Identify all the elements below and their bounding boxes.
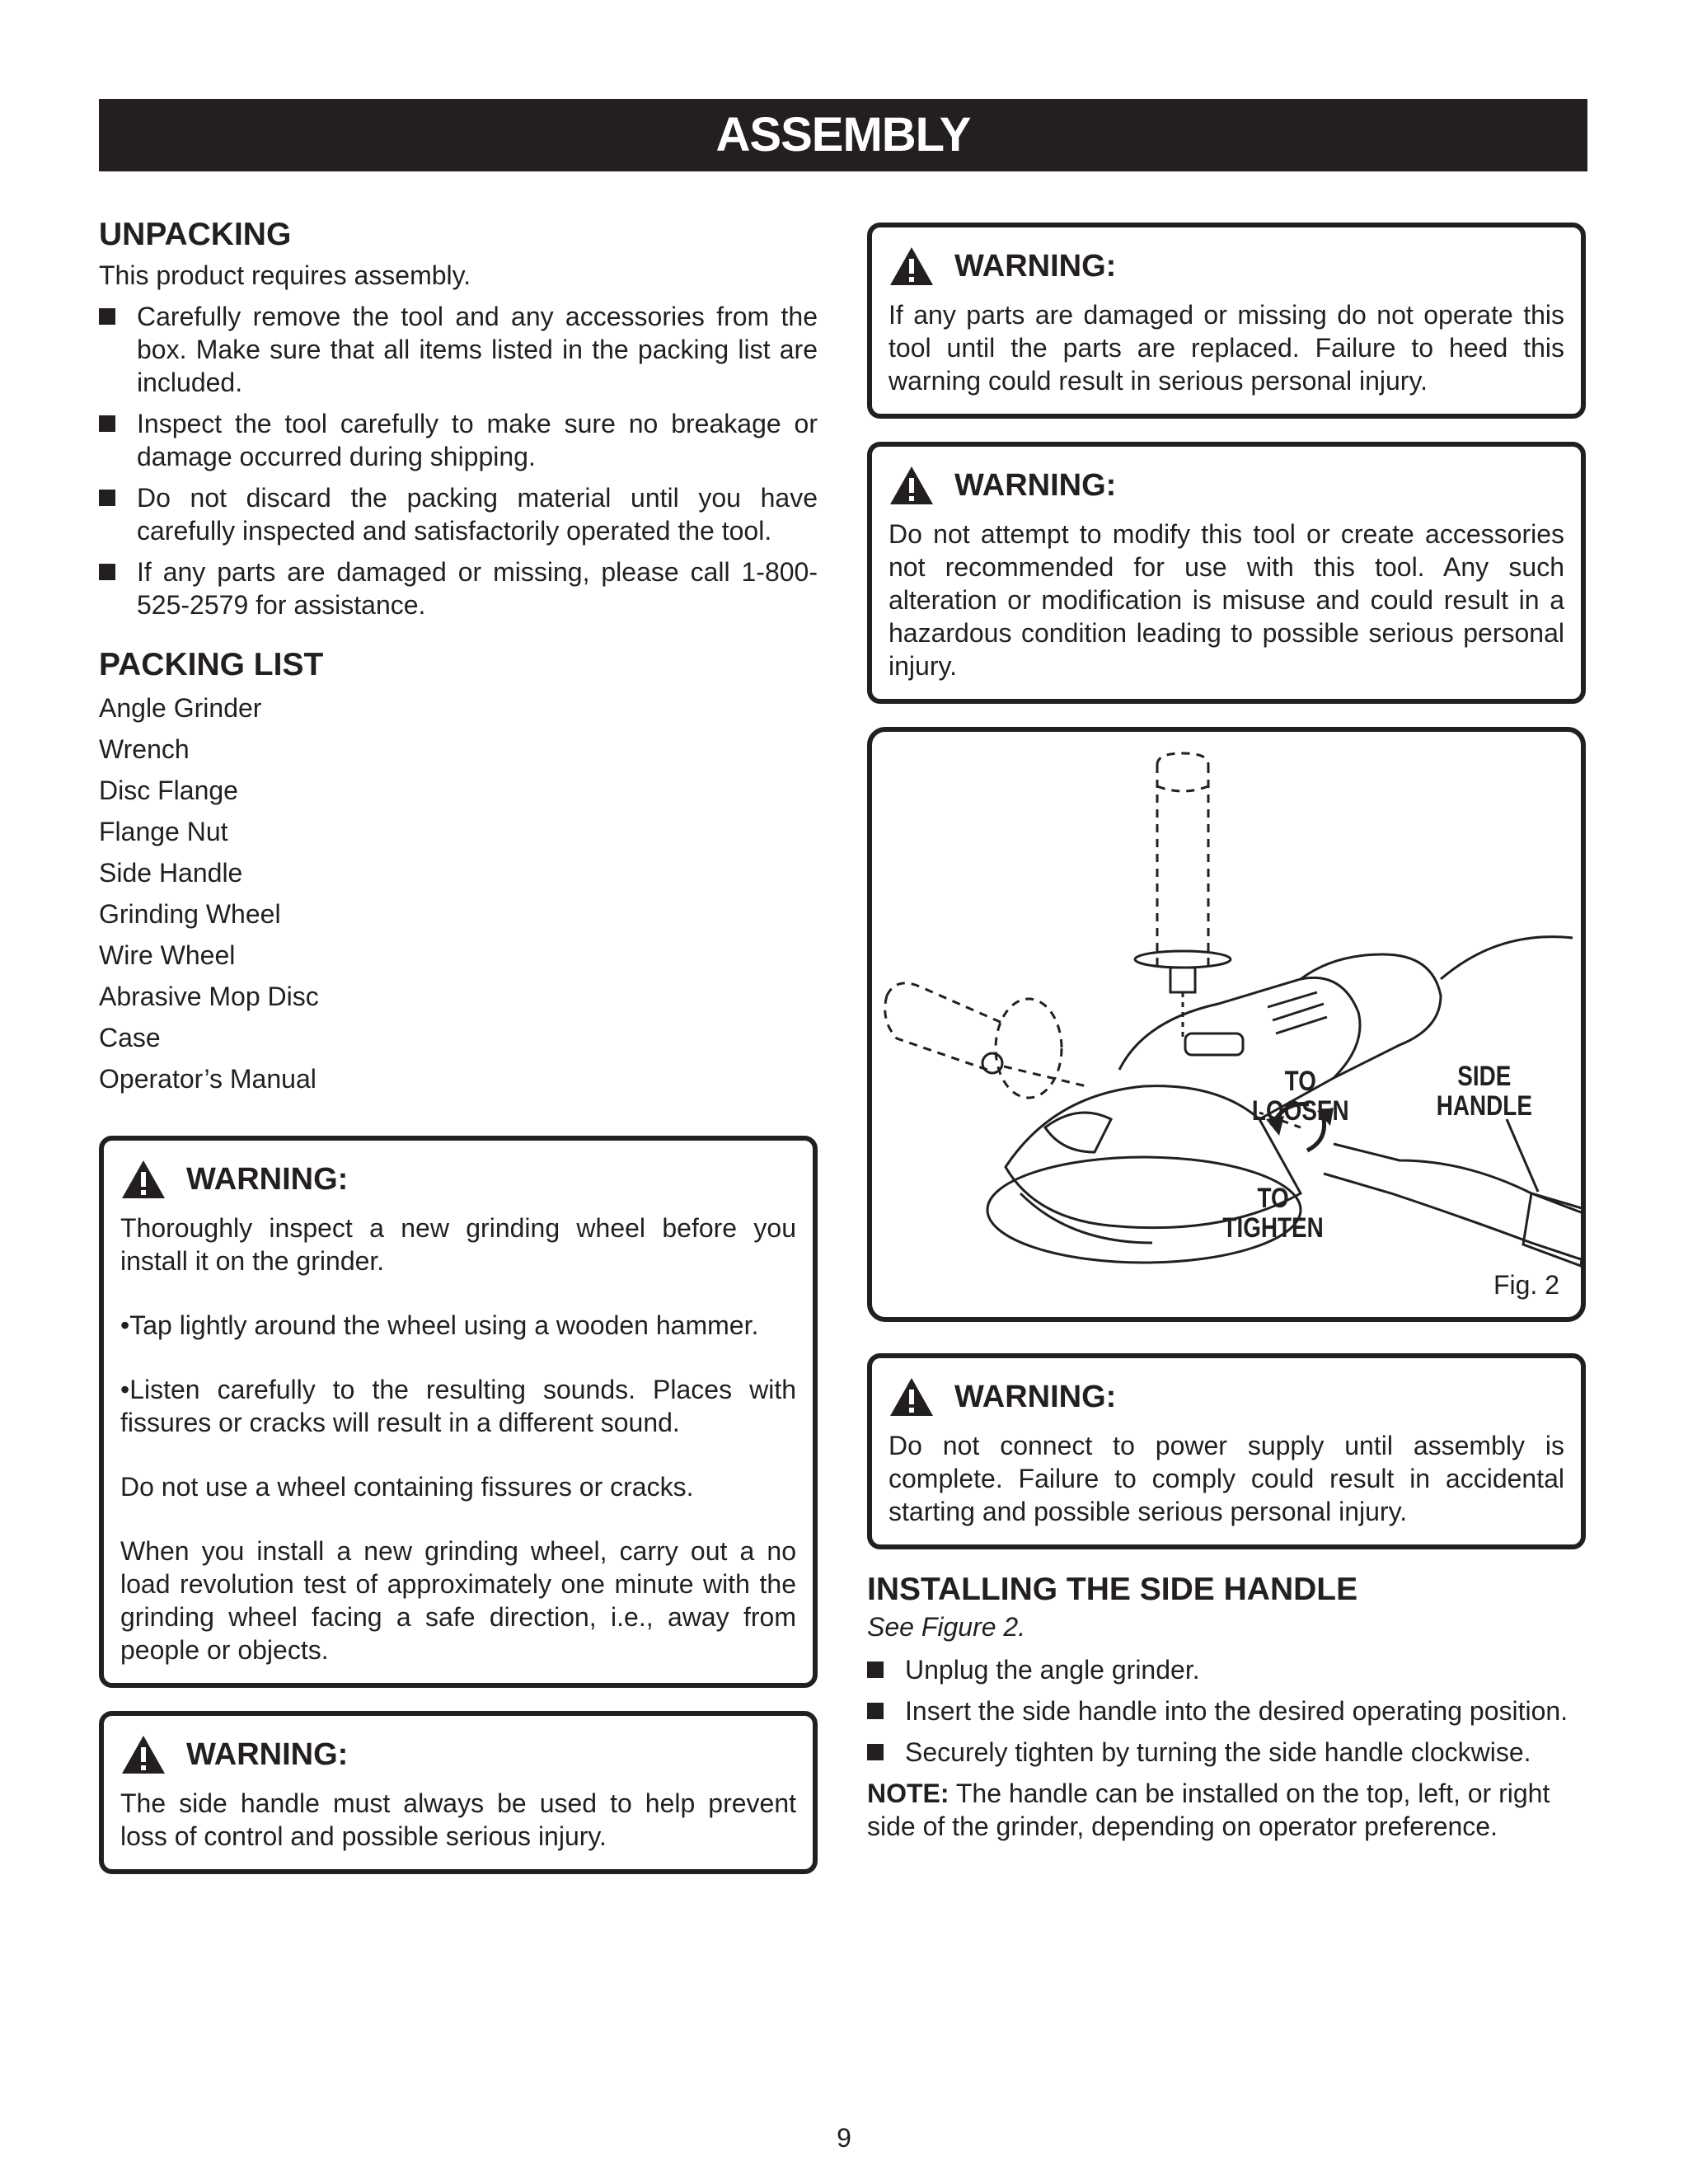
warning-triangle-icon bbox=[889, 246, 935, 287]
packing-item: Side Handle bbox=[99, 858, 243, 888]
installing-list bbox=[867, 1653, 1586, 1769]
packing-item: Operator’s Manual bbox=[99, 1064, 316, 1094]
warning-title: WARNING: bbox=[954, 1380, 1117, 1414]
warning-text: If any parts are damaged or missing do not operate this tool until the parts are replaced. Failure to heed this warning could result in serious personal injury. bbox=[889, 300, 1564, 396]
packing-item: Disc Flange bbox=[99, 776, 238, 805]
figure-label: Fig. 2 bbox=[1493, 1270, 1559, 1300]
packing-item: Abrasive Mop Disc bbox=[99, 982, 319, 1011]
warning-title: WARNING: bbox=[954, 468, 1117, 503]
warning-text: Do not connect to power supply until assembly is complete. Failure to comply could result in accidental starting and possible serious personal injury. bbox=[889, 1431, 1564, 1526]
list-item: Inspect the tool carefully to make sure no breakage or damage occurred during shipping. bbox=[99, 407, 818, 473]
packing-item: Flange Nut bbox=[99, 817, 228, 846]
page-number: 9 bbox=[837, 2123, 851, 2153]
unpacking-list bbox=[99, 300, 818, 621]
warning-text: •Tap lightly around the wheel using a wooden hammer. bbox=[120, 1310, 759, 1340]
packing-item: Case bbox=[99, 1023, 161, 1052]
square-bullet-icon bbox=[99, 564, 115, 580]
list-item: If any parts are damaged or missing, please call 1-800-525-2579 for assistance. bbox=[99, 555, 818, 621]
installing-heading: INSTALLING THE SIDE HANDLE bbox=[867, 1572, 1358, 1607]
unpacking-intro: This product requires assembly. bbox=[99, 260, 471, 290]
packing-item: Grinding Wheel bbox=[99, 899, 281, 929]
warning-text: When you install a new grinding wheel, carry out a no load revolution test of approximately one minute with the grinding wheel facing a safe direction, i.e., away from people or objects. bbox=[120, 1536, 796, 1665]
warning-text: Do not attempt to modify this tool or create accessories not recommended for use with this tool. Any such alteration or modification is misuse and could result in a hazardous condition leading to possible serious personal injury. bbox=[889, 519, 1564, 681]
packing-list bbox=[99, 687, 818, 1099]
warning-box-grinding-wheel bbox=[99, 1136, 818, 1688]
section-banner: ASSEMBLY bbox=[99, 99, 1587, 171]
warning-text: Do not use a wheel containing fissures or cracks. bbox=[120, 1472, 694, 1502]
see-figure-reference: See Figure 2. bbox=[867, 1612, 1026, 1642]
square-bullet-icon bbox=[867, 1744, 884, 1760]
left-column bbox=[99, 216, 818, 1874]
square-bullet-icon bbox=[99, 415, 115, 432]
right-column bbox=[867, 223, 1586, 1843]
list-item: Insert the side handle into the desired operating position. bbox=[867, 1694, 1586, 1727]
callout-side-handle: SIDE HANDLE bbox=[1436, 1061, 1532, 1122]
warning-text: The side handle must always be used to help prevent loss of control and possible serious injury. bbox=[120, 1788, 796, 1851]
figure-2-box bbox=[867, 727, 1586, 1322]
square-bullet-icon bbox=[867, 1703, 884, 1719]
warning-title: WARNING: bbox=[954, 249, 1117, 284]
installing-note: NOTE: The handle can be installed on the top, left, or right side of the grinder, depending on operator preference. bbox=[867, 1779, 1550, 1841]
warning-triangle-icon bbox=[889, 465, 935, 506]
warning-box-side-handle bbox=[99, 1711, 818, 1874]
square-bullet-icon bbox=[99, 308, 115, 325]
warning-title: WARNING: bbox=[186, 1737, 349, 1772]
warning-text: Thoroughly inspect a new grinding wheel before you install it on the grinder. bbox=[120, 1213, 796, 1276]
square-bullet-icon bbox=[99, 490, 115, 506]
packing-item: Wrench bbox=[99, 734, 190, 764]
packing-list-heading: PACKING LIST bbox=[99, 647, 324, 682]
callout-to-loosen: TO LOOSEN bbox=[1251, 1066, 1349, 1127]
warning-box-modify bbox=[867, 442, 1586, 704]
packing-item: Wire Wheel bbox=[99, 940, 236, 970]
warning-triangle-icon bbox=[120, 1159, 166, 1200]
warning-box-parts-damaged bbox=[867, 223, 1586, 419]
packing-item: Angle Grinder bbox=[99, 693, 262, 723]
list-item: Do not discard the packing material until you have carefully inspected and satisfactorily operated the tool. bbox=[99, 481, 818, 547]
callout-to-tighten: TO TIGHTEN bbox=[1222, 1183, 1324, 1244]
unpacking-heading: UNPACKING bbox=[99, 217, 292, 252]
list-item: Securely tighten by turning the side handle clockwise. bbox=[867, 1736, 1586, 1769]
warning-triangle-icon bbox=[120, 1734, 166, 1775]
list-item: Unplug the angle grinder. bbox=[867, 1653, 1586, 1686]
warning-box-power-supply bbox=[867, 1353, 1586, 1549]
warning-text: •Listen carefully to the resulting sounds. Places with fissures or cracks will result in a different sound. bbox=[120, 1375, 796, 1437]
warning-title: WARNING: bbox=[186, 1162, 349, 1197]
warning-triangle-icon bbox=[889, 1376, 935, 1418]
square-bullet-icon bbox=[867, 1661, 884, 1678]
list-item: Carefully remove the tool and any accessories from the box. Make sure that all items listed in the packing list are included. bbox=[99, 300, 818, 399]
